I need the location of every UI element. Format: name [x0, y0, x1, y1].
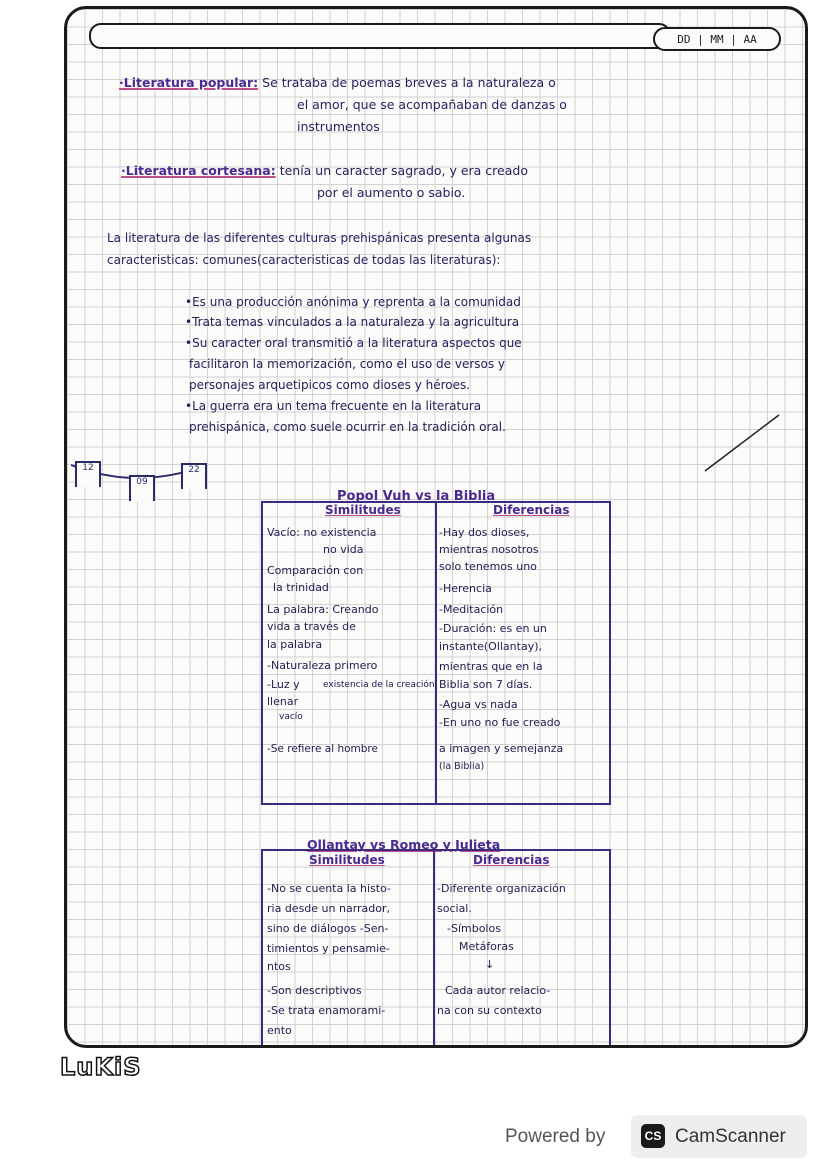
t1-sim-5: La palabra: Creando: [267, 603, 379, 616]
doodle-line: [697, 409, 787, 479]
cortesana-line-2: por el aumento o sabio.: [317, 185, 466, 200]
t2-sim-7: -Se trata enamorami-: [267, 1004, 386, 1017]
t1-sim-7: la palabra: [267, 638, 323, 651]
t2-dif-6: na con su contexto: [437, 1004, 542, 1017]
bullet-1: •Es una producción anónima y reprenta a la comunidad: [185, 295, 521, 309]
cortesana-line-1: [121, 161, 528, 180]
popular-line-1: [119, 73, 556, 92]
t1-dif-3: solo tenemos uno: [439, 560, 537, 573]
date-flag-year: 22: [181, 463, 207, 489]
t2-sim-5: ntos: [267, 960, 291, 973]
date-box: DD | MM | AA: [653, 27, 781, 51]
t1-dif-5: -Meditación: [439, 603, 504, 616]
t1-sim-12: -Se refiere al hombre: [267, 743, 378, 755]
cortesana-term: ·Literatura cortesana:: [121, 163, 276, 178]
t1-dif-9: Biblia son 7 días.: [439, 678, 533, 691]
t2-sim-3: sino de diálogos -Sen-: [267, 922, 389, 935]
bullet-4: •La guerra era un tema frecuente en la literatura: [185, 399, 482, 413]
t1-sim-1: Vacío: no existencia: [267, 526, 377, 539]
powered-by-text: Powered by: [505, 1126, 606, 1147]
table1-col2-head: Diferencias: [493, 503, 570, 517]
notebook-page: [64, 6, 808, 1048]
t1-sim-8: -Naturaleza primero: [267, 659, 378, 672]
t2-sim-6: -Son descriptivos: [267, 984, 362, 997]
t1-dif-1: -Hay dos dioses,: [439, 526, 530, 539]
t1-sim-9: -Luz y: [267, 678, 300, 691]
t2-dif-3: -Símbolos: [447, 922, 501, 935]
date-flag-day: 12: [75, 461, 101, 487]
t1-dif-10: -Agua vs nada: [439, 698, 518, 711]
t2-sim-8: ento: [267, 1024, 292, 1037]
t1-dif-11: -En uno no fue creado: [439, 716, 561, 729]
table2: [261, 849, 611, 1048]
bullet-4-cont: prehispánica, como suele ocurrir en la tradición oral.: [189, 420, 506, 434]
t1-sim-2: no vida: [323, 543, 364, 556]
popular-line-3: instrumentos: [297, 119, 380, 134]
camscanner-icon: CS: [641, 1124, 665, 1148]
t1-dif-4: -Herencia: [439, 582, 492, 595]
t1-sim-11: vacío: [279, 712, 303, 722]
table2-col2-head: Diferencias: [473, 853, 550, 867]
intro-line-2: caracteristicas: comunes(caracteristicas de todas las literaturas):: [107, 253, 501, 267]
t2-dif-5: Cada autor relacio-: [445, 984, 551, 997]
t2-dif-2: social.: [437, 902, 472, 915]
t2-sim-2: ria desde un narrador,: [267, 902, 391, 915]
t1-dif-12: a imagen y semejanza: [439, 742, 564, 755]
intro-line-1: La literatura de las diferentes culturas prehispánicas presenta algunas: [107, 231, 532, 245]
table1-divider: [435, 503, 437, 803]
t2-sim-1: -No se cuenta la histo-: [267, 882, 391, 895]
popular-text-1: Se trataba de poemas breves a la naturaleza o: [262, 75, 556, 90]
popular-term: ·Literatura popular:: [119, 75, 259, 90]
t1-dif-8: mientras que en la: [439, 660, 543, 673]
table1: [261, 501, 611, 805]
table1-col1-head: Similitudes: [325, 503, 401, 517]
title-bar: [89, 23, 671, 49]
t1-sim-3: Comparación con: [267, 564, 364, 577]
table2-title: Ollantay vs Romeo y Julieta: [307, 837, 501, 852]
author-logo: LuKiS: [60, 1053, 142, 1081]
t1-dif-2: mientras nosotros: [439, 543, 539, 556]
popular-line-2: el amor, que se acompañaban de danzas o: [297, 97, 567, 112]
table2-divider: [433, 851, 435, 1048]
t2-dif-4: Metáforas: [459, 940, 514, 953]
t2-sim-4: timientos y pensamie-: [267, 942, 390, 955]
t1-sim-4: la trinidad: [273, 581, 329, 594]
table1-title: Popol Vuh vs la Biblia: [337, 489, 496, 504]
t1-sim-note: existencia de la creación: [323, 680, 435, 690]
bullet-3-cont-2: personajes arquetipicos como dioses y héroes.: [189, 378, 471, 392]
bullet-2: •Trata temas vinculados a la naturaleza y la agricultura: [185, 315, 520, 329]
t1-sim-10: llenar: [267, 695, 299, 708]
t2-dif-1: -Diferente organización: [437, 882, 566, 895]
t2-dif-arrow: ↓: [485, 958, 495, 971]
bullet-3: •Su caracter oral transmitió a la literatura aspectos que: [185, 336, 522, 350]
date-flag-month: 09: [129, 475, 155, 501]
bullet-3-cont-1: facilitaron la memorización, como el uso de versos y: [189, 357, 506, 371]
t1-sim-6: vida a través de: [267, 620, 356, 633]
cortesana-text-1: tenía un caracter sagrado, y era creado: [279, 163, 528, 178]
t1-dif-7: instante(Ollantay),: [439, 640, 542, 653]
t1-dif-6: -Duración: es en un: [439, 622, 547, 635]
camscanner-brand: CamScanner: [675, 1126, 786, 1147]
t1-dif-13: (la Biblia): [439, 761, 485, 772]
table2-col1-head: Similitudes: [309, 853, 385, 867]
